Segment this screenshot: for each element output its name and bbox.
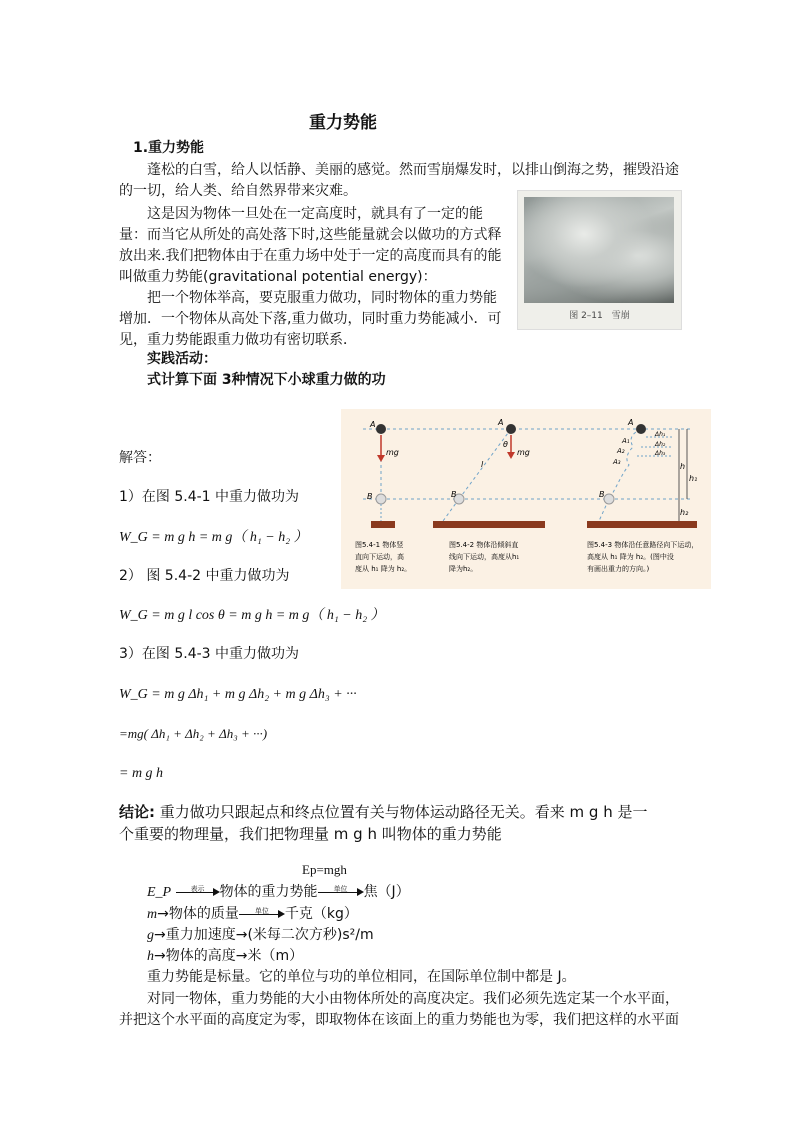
fig2-caption-3: 降为h₂。: [449, 565, 478, 573]
legend-m-unit: 千克（kg）: [284, 906, 358, 922]
legend-g-desc: →重力加速度→(米每二次方秒)s²/m: [154, 927, 374, 943]
fig2-label-l: l: [481, 460, 484, 469]
fig1-label-b: B: [367, 492, 373, 501]
practice-task: 式计算下面 3种情况下小球重力做的功: [147, 372, 386, 388]
energy-line-4: 叫做重力势能(gravitational potential energy)：: [119, 269, 437, 285]
energy-line-1: 这是因为物体一旦处在一定高度时，就具有了一定的能: [147, 206, 483, 222]
fig2-label-mg: mg: [517, 448, 530, 457]
avalanche-photo-frame: [517, 190, 682, 330]
legend-ep-symbol: E_P: [147, 885, 172, 900]
case3-formula-a: W_G = m g Δh₁ + m g Δh₂ + m g Δh₃ + ···: [119, 687, 357, 702]
fig3-label-h: h: [680, 462, 686, 471]
fig1-caption-3: 度从 h₁ 降为 h₂。: [355, 565, 412, 573]
fig3-label-dh3: Δh₃: [655, 450, 666, 457]
conclusion-line-2: 个重要的物理量，我们把物理量 m g h 叫物体的重力势能: [119, 825, 502, 843]
ground-1: [371, 521, 395, 528]
case3-formula-c: = m g h: [119, 766, 164, 781]
fig1-caption-1: 图5.4-1 物体竖: [355, 541, 404, 549]
ep-formula: Ep=mgh: [302, 862, 347, 877]
fig3-label-a3: A₃: [613, 458, 621, 466]
legend-ep-arrow-2: 单位: [318, 885, 364, 899]
reference-line-1: 对同一物体，重力势能的大小由物体所处的高度决定。我们必须先选定某一个水平面，: [147, 991, 679, 1007]
fig3-label-dh1: Δh₁: [655, 431, 666, 438]
case2-formula: W_G = m g l cos θ = m g h = m g（ h₁ − h₂ ）: [119, 608, 385, 623]
ground-2: [433, 521, 545, 528]
gravity-work-figure: [341, 409, 711, 589]
fig1-caption-2: 直向下运动，高: [355, 553, 404, 561]
intro-line-1: 蓬松的白雪，给人以恬静、美丽的感觉。然而雪崩爆发时，以排山倒海之势，摧毁沿途: [147, 162, 679, 178]
case3-formula-b: =mg( Δh₁ + Δh₂ + Δh₃ + ···): [119, 726, 268, 741]
conclusion-label: 结论:: [119, 803, 155, 821]
answer-label: 解答：: [119, 450, 161, 466]
fig1-ball-b: [376, 494, 386, 504]
fig1-ball-a: [376, 424, 386, 434]
work-line-2: 增加．一个物体从高处下落,重力做功，同时重力势能减小．可: [119, 311, 502, 327]
fig3-label-a: A: [628, 418, 634, 427]
energy-line-2: 量：而当它从所处的高处落下时,这些能量就会以做功的方式释: [119, 227, 502, 243]
gravity-work-diagram: [341, 409, 711, 589]
fig3-ball-a: [636, 424, 646, 434]
fig3-caption-2: 高度从 h₁ 降为 h₂。(图中没: [587, 553, 674, 561]
fig2-label-theta: θ: [503, 440, 508, 449]
work-line-1: 把一个物体举高，要克服重力做功，同时物体的重力势能: [147, 290, 497, 306]
fig3-label-a2: A₂: [617, 447, 625, 455]
legend-m-symbol: m: [147, 907, 158, 922]
fig2-label-b: B: [451, 490, 457, 499]
fig3-label-a1: A₁: [622, 437, 630, 445]
fig3-label-h1: h₁: [689, 474, 698, 483]
fig1-label-mg: mg: [386, 448, 399, 457]
fig3-caption-3: 有画出重力的方向。): [587, 565, 650, 573]
fig1-label-a: A: [370, 420, 376, 429]
legend-ep-unit: 焦（J）: [363, 884, 410, 900]
case1-formula: W_G = m g h = m g（ h₁ − h₂ ）: [119, 530, 308, 545]
fig3-ball-b: [604, 494, 614, 504]
section-heading: 1.重力势能: [133, 140, 205, 156]
fig2-caption-2: 线向下运动，高度从h₁: [449, 553, 520, 561]
work-line-3: 见，重力势能跟重力做功有密切联系．: [119, 332, 357, 348]
legend-row-ep: [147, 882, 410, 903]
ground-3: [587, 521, 697, 528]
legend-g-symbol: g: [147, 928, 154, 943]
legend-row-g: [147, 925, 374, 946]
fig3-label-b: B: [599, 490, 605, 499]
fig2-label-a: A: [498, 418, 504, 427]
case3-label: 3）在图 5.4-3 中重力做功为: [119, 646, 300, 662]
fig2-caption-1: 图5.4-2 物体沿倾斜直: [449, 541, 519, 549]
energy-line-3: 放出来.我们把物体由于在重力场中处于一定的高度而具有的能: [119, 248, 502, 264]
reference-line-2: 并把这个水平面的高度定为零，即取物体在该面上的重力势能也为零，我们把这样的水平面: [119, 1012, 679, 1028]
legend-row-h: [147, 946, 303, 967]
practice-heading: 实践活动：: [147, 351, 217, 367]
fig3-caption-1: 图5.4-3 物体沿任意路径向下运动，: [587, 541, 699, 549]
fig3-label-dh2: Δh₂: [655, 441, 666, 448]
conclusion-line-1: [119, 801, 647, 823]
legend-m-desc: →物体的质量: [157, 906, 239, 922]
case1-label: 1）在图 5.4-1 中重力做功为: [119, 489, 300, 505]
intro-line-2: 的一切，给人类、给自然界带来灾难。: [119, 183, 357, 199]
case2-label: 2） 图 5.4-2 中重力做功为: [119, 568, 290, 584]
legend-ep-arrow: 表示: [176, 885, 220, 899]
legend-h-symbol: h: [147, 949, 154, 964]
legend-h-desc: →物体的高度→米（m）: [154, 948, 304, 964]
legend-ep-desc: 物体的重力势能: [219, 884, 318, 900]
legend-row-m: [147, 904, 358, 925]
fig3-label-h2: h₂: [680, 508, 689, 517]
avalanche-photo: [524, 197, 674, 303]
conclusion-text-1: 重力做功只跟起点和终点位置有关与物体运动路径无关。看来 m g h 是一: [155, 803, 648, 821]
photo-caption: 图 2–11 雪崩: [569, 311, 630, 321]
page-title: 重力势能: [309, 113, 377, 133]
fig2-ball-a: [506, 424, 516, 434]
scalar-line: 重力势能是标量。它的单位与功的单位相同，在国际单位制中都是 J。: [147, 969, 576, 985]
legend-m-arrow: 单位: [239, 907, 285, 921]
